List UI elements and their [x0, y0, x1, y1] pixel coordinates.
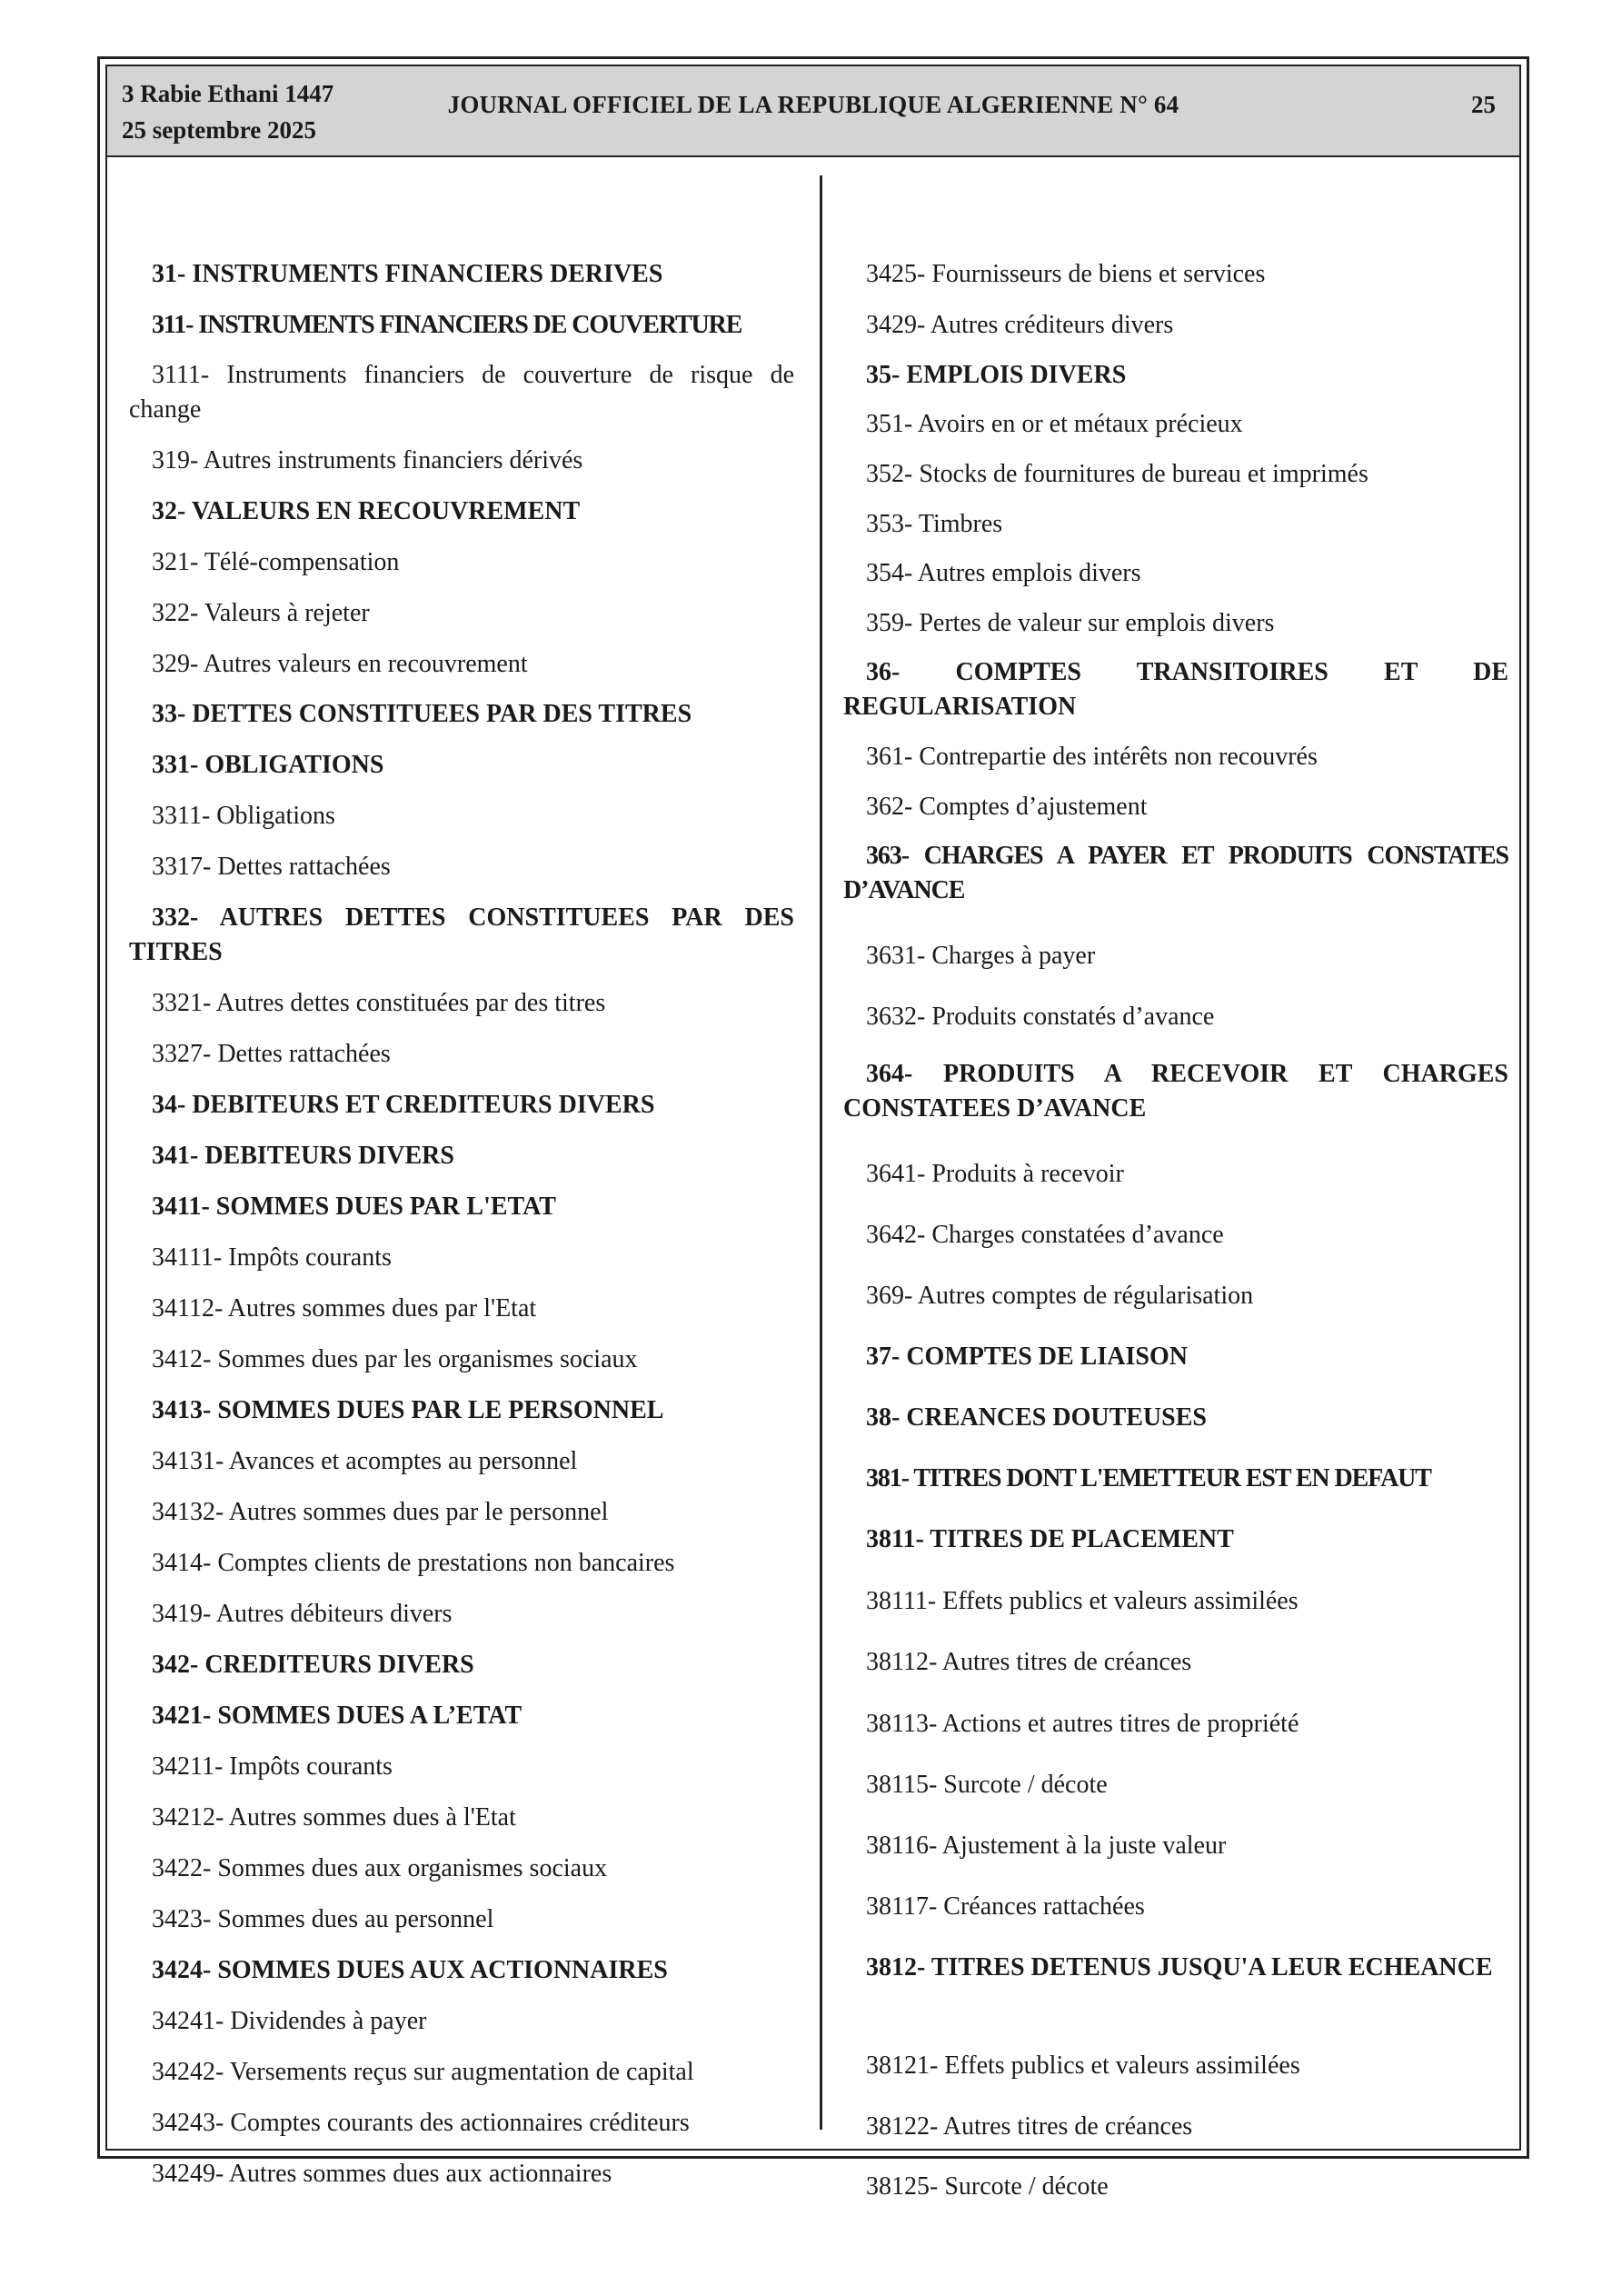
section-heading: 341- DEBITEURS DIVERS — [152, 1142, 454, 1170]
account-entry: 3632- Produits constatés d’avance — [866, 1003, 1215, 1031]
account-entry: 3419- Autres débiteurs divers — [152, 1600, 453, 1628]
account-entry: 352- Stocks de fournitures de bureau et imprimés — [866, 460, 1368, 488]
section-heading: 36- COMPTES TRANSITOIRES ET DE REGULARISATION — [843, 658, 1508, 721]
account-entry: 38115- Surcote / décote — [866, 1771, 1108, 1799]
account-entry: 34243- Comptes courants des actionnaires créditeurs — [152, 2109, 690, 2137]
section-heading: 364- PRODUITS A RECEVOIR ET CHARGES CONSTATEES D’AVANCE — [843, 1060, 1508, 1123]
account-entry: 329- Autres valeurs en recouvrement — [152, 650, 528, 678]
account-entry: 34211- Impôts courants — [152, 1752, 393, 1781]
section-heading: 37- COMPTES DE LIAISON — [866, 1343, 1188, 1371]
account-entry: 353- Timbres — [866, 510, 1003, 538]
account-entry: 3311- Obligations — [152, 802, 335, 830]
account-entry: 369- Autres comptes de régularisation — [866, 1282, 1254, 1310]
account-entry: 322- Valeurs à rejeter — [152, 599, 370, 627]
account-entry: 34131- Avances et acomptes au personnel — [152, 1447, 578, 1475]
account-entry: 3412- Sommes dues par les organismes sociaux — [152, 1345, 638, 1373]
account-entry: 361- Contrepartie des intérêts non recouvrés — [866, 743, 1318, 771]
header-date-hijri: 3 Rabie Ethani 1447 — [122, 80, 334, 107]
page-number: 25 — [1471, 91, 1496, 118]
account-entry: 38122- Autres titres de créances — [866, 2112, 1193, 2141]
section-heading: 363- CHARGES A PAYER ET PRODUITS CONSTATES D’AVANCE — [843, 842, 1508, 904]
account-entry: 38111- Effets publics et valeurs assimilées — [866, 1587, 1299, 1615]
section-heading: 3812- TITRES DETENUS JUSQU'A LEUR ECHEANCE — [866, 1953, 1493, 1982]
section-heading: 381- TITRES DONT L'EMETTEUR EST EN DEFAUT — [866, 1464, 1431, 1492]
account-entry: 38121- Effets publics et valeurs assimilées — [866, 2051, 1300, 2080]
account-entry: 3423- Sommes dues au personnel — [152, 1905, 494, 1933]
account-entry: 3321- Autres dettes constituées par des titres — [152, 989, 606, 1017]
header-title: JOURNAL OFFICIEL DE LA REPUBLIQUE ALGERIENNE N° 64 — [447, 91, 1179, 118]
section-heading: 34- DEBITEURS ET CREDITEURS DIVERS — [152, 1091, 655, 1119]
account-entry: 362- Comptes d’ajustement — [866, 793, 1148, 821]
section-heading: 3411- SOMMES DUES PAR L'ETAT — [152, 1193, 556, 1221]
account-entry: 38117- Créances rattachées — [866, 1892, 1145, 1921]
account-entry: 34242- Versements reçus sur augmentation de capital — [152, 2058, 694, 2086]
account-entry: 34241- Dividendes à payer — [152, 2007, 427, 2035]
section-heading: 3421- SOMMES DUES A L’ETAT — [152, 1702, 522, 1730]
account-entry: 319- Autres instruments financiers dérivés — [152, 446, 583, 474]
page-header — [107, 66, 1519, 157]
section-heading: 35- EMPLOIS DIVERS — [866, 361, 1127, 389]
section-heading: 32- VALEURS EN RECOUVREMENT — [152, 497, 581, 525]
account-entry: 3429- Autres créditeurs divers — [866, 311, 1174, 339]
section-heading: 3424- SOMMES DUES AUX ACTIONNAIRES — [152, 1956, 668, 1984]
account-entry: 3425- Fournisseurs de biens et services — [866, 260, 1266, 288]
page-frame — [97, 56, 1529, 2201]
section-heading: 342- CREDITEURS DIVERS — [152, 1651, 474, 1679]
section-heading: 3413- SOMMES DUES PAR LE PERSONNEL — [152, 1396, 664, 1424]
account-entry: 321- Télé-compensation — [152, 548, 400, 576]
account-entry: 354- Autres emplois divers — [866, 559, 1141, 587]
account-entry: 351- Avoirs en or et métaux précieux — [866, 410, 1243, 438]
account-entry: 38116- Ajustement à la juste valeur — [866, 1832, 1227, 1860]
account-entry: 34132- Autres sommes dues par le personnel — [152, 1498, 609, 1526]
account-entry: 3631- Charges à payer — [866, 942, 1096, 970]
account-entry: 3317- Dettes rattachées — [152, 853, 391, 881]
account-entry: 38112- Autres titres de créances — [866, 1648, 1192, 1676]
section-heading: 331- OBLIGATIONS — [152, 751, 384, 779]
account-entry: 3327- Dettes rattachées — [152, 1040, 391, 1068]
section-heading: 31- INSTRUMENTS FINANCIERS DERIVES — [152, 260, 663, 288]
account-entry: 359- Pertes de valeur sur emplois divers — [866, 609, 1275, 637]
account-entry: 34112- Autres sommes dues par l'Etat — [152, 1294, 537, 1323]
page-frame-inner — [105, 65, 1521, 2201]
section-heading: 3811- TITRES DE PLACEMENT — [866, 1525, 1234, 1553]
account-entry: 38113- Actions et autres titres de propriété — [866, 1710, 1299, 1738]
account-entry: 3111- Instruments financiers de couverture de risque de change — [129, 361, 794, 424]
column-divider — [820, 175, 822, 2130]
section-heading: 33- DETTES CONSTITUEES PAR DES TITRES — [152, 700, 692, 728]
account-entry: 3642- Charges constatées d’avance — [866, 1221, 1224, 1249]
account-entry: 34249- Autres sommes dues aux actionnaires — [152, 2160, 612, 2188]
account-entry: 3422- Sommes dues aux organismes sociaux — [152, 1854, 608, 1882]
account-entry: 34111- Impôts courants — [152, 1243, 392, 1272]
account-entry: 34212- Autres sommes dues à l'Etat — [152, 1803, 516, 1832]
header-date-gregorian: 25 septembre 2025 — [122, 116, 316, 144]
account-entry: 38125- Surcote / décote — [866, 2172, 1109, 2201]
section-heading: 38- CREANCES DOUTEUSES — [866, 1403, 1207, 1432]
account-entry: 3641- Produits à recevoir — [866, 1160, 1124, 1188]
section-heading: 311- INSTRUMENTS FINANCIERS DE COUVERTURE — [152, 311, 742, 339]
account-entry: 3414- Comptes clients de prestations non bancaires — [152, 1549, 675, 1577]
section-heading: 332- AUTRES DETTES CONSTITUEES PAR DES TITRES — [129, 903, 794, 966]
